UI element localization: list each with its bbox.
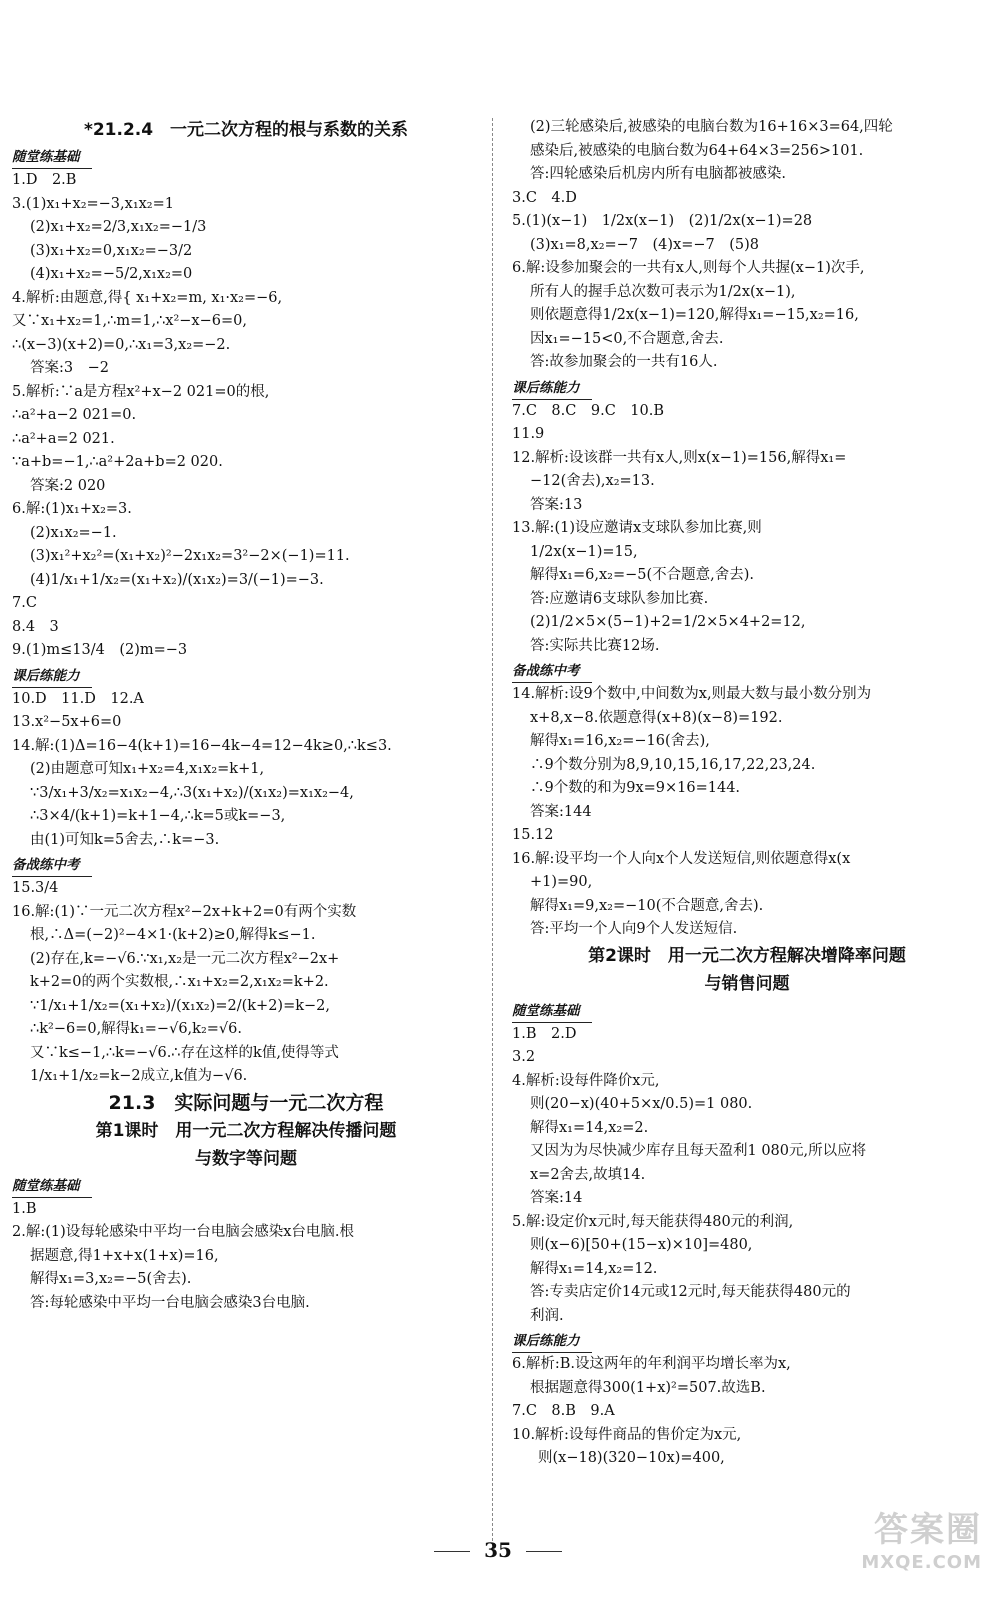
- left-column: [12, 116, 480, 1315]
- section-title: 与数字等问题: [195, 1148, 297, 1169]
- answer-line: 感染后,被感染的电脑台数为64+64×3=256>101.: [530, 142, 864, 159]
- answer-line: 2.解:(1)设每轮感染中平均一台电脑会感染x台电脑.根: [12, 1224, 355, 1240]
- section-header-wrap: [12, 1173, 480, 1198]
- answer-line: 5.(1)(x−1) 1/2x(x−1) (2)1/2x(x−1)=28: [512, 213, 813, 229]
- watermark-line2: MXQE.COM: [861, 1552, 982, 1573]
- answer-line: 1.B 2.D: [512, 1025, 577, 1042]
- answer-line: 根据题意得300(1+x)²=507.故选B.: [530, 1379, 766, 1396]
- answer-line: ∴9个数的和为9x=9×16=144.: [530, 780, 741, 796]
- answer-line: 由(1)可知k=5舍去,∴k=−3.: [30, 831, 220, 848]
- answer-line: (2)三轮感染后,被感染的电脑台数为16+16×3=64,四轮: [530, 119, 893, 135]
- page-number-dash-right: [526, 1551, 562, 1552]
- answer-line: 答案:2 020: [30, 477, 106, 494]
- answer-line: 答:每轮感染中平均一台电脑会感染3台电脑.: [30, 1294, 310, 1311]
- answer-line: (3)x₁+x₂=0,x₁x₂=−3/2: [30, 242, 193, 259]
- answer-line: 12.解析:设该群一共有x人,则x(x−1)=156,解得x₁=: [512, 449, 847, 466]
- answer-line: 据题意,得1+x+x(1+x)=16,: [30, 1247, 219, 1264]
- section-header-wrap: [512, 658, 982, 683]
- section-header: 课后练能力: [12, 665, 92, 688]
- answer-line: 答:专卖店定价14元或12元时,每天能获得480元的: [530, 1284, 851, 1300]
- answer-line: 10.解析:设每件商品的售价定为x元,: [512, 1426, 742, 1443]
- answer-line: 10.D 11.D 12.A: [12, 690, 144, 707]
- answer-line: 则(x−18)(320−10x)=400,: [538, 1450, 725, 1466]
- answer-line: 15.12: [512, 827, 554, 843]
- answer-line: 4.解析:由题意,得{ x₁+x₂=m, x₁·x₂=−6,: [12, 289, 283, 306]
- answer-line: 答案:13: [530, 496, 583, 513]
- section-header: 课后练能力: [512, 1330, 592, 1353]
- answer-line: 答案:3 −2: [30, 360, 109, 376]
- answer-line: 7.C 8.C 9.C 10.B: [512, 402, 665, 419]
- answer-line: 1/2x(x−1)=15,: [530, 543, 638, 560]
- answer-line: (2)x₁+x₂=2/3,x₁x₂=−1/3: [30, 219, 207, 235]
- answer-line: 5.解析:∵a是方程x²+x−2 021=0的根,: [12, 383, 270, 400]
- page-number-dash-left: [434, 1551, 470, 1552]
- column-divider: [492, 118, 493, 1546]
- section-header: 随堂练基础: [12, 1175, 92, 1198]
- section-header-wrap: [12, 852, 480, 877]
- section-title: *21.2.4 一元二次方程的根与系数的关系: [83, 120, 409, 140]
- answer-line: 16.解:设平均一个人向x个人发送短信,则依题意得x(x: [512, 850, 851, 867]
- answer-line: k+2=0的两个实数根,∴x₁+x₂=2,x₁x₂=k+2.: [30, 974, 329, 990]
- page-number-text: 35: [484, 1538, 512, 1562]
- section-title: 第1课时 用一元二次方程解决传播问题: [95, 1120, 397, 1141]
- section-header: 随堂练基础: [512, 1000, 592, 1023]
- section-title: 21.3 实际问题与一元二次方程: [108, 1091, 384, 1114]
- answer-line: 16.解:(1)∵一元二次方程x²−2x+k+2=0有两个实数: [12, 903, 357, 920]
- answer-line: 答:实际共比赛12场.: [530, 637, 660, 654]
- answer-line: 又∵x₁+x₂=1,∴m=1,∴x²−x−6=0,: [12, 313, 247, 329]
- answer-line: 答案:144: [530, 803, 592, 820]
- answer-line: 答:四轮感染后机房内所有电脑都被感染.: [530, 166, 786, 182]
- section-header-wrap: [12, 663, 480, 688]
- section-header: 备战练中考: [12, 854, 92, 877]
- section-header-wrap: [12, 144, 480, 169]
- answer-line: 13.x²−5x+6=0: [12, 714, 122, 730]
- answer-line: (3)x₁²+x₂²=(x₁+x₂)²−2x₁x₂=3²−2×(−1)=11.: [30, 548, 350, 564]
- answer-line: x=2舍去,故填14.: [530, 1166, 646, 1183]
- answer-line: 14.解:(1)Δ=16−4(k+1)=16−4k−4=12−4k≥0,∴k≤3.: [12, 737, 392, 754]
- answer-line: 14.解析:设9个数中,中间数为x,则最大数与最小数分别为: [512, 686, 872, 702]
- answer-line: 解得x₁=14,x₂=2.: [530, 1119, 649, 1136]
- watermark-line1: 答案圈: [874, 1510, 982, 1550]
- answer-line: 1.D 2.B: [12, 172, 77, 188]
- answer-line: ∴k²−6=0,解得k₁=−√6,k₂=√6.: [30, 1021, 242, 1037]
- answer-line: 8.4 3: [12, 618, 59, 635]
- answer-line: 7.C: [12, 595, 37, 611]
- answer-line: 所有人的握手总次数可表示为1/2x(x−1),: [530, 283, 796, 300]
- answer-line: +1)=90,: [530, 874, 593, 890]
- answer-line: 答:应邀请6支球队参加比赛.: [530, 590, 709, 607]
- answer-line: 解得x₁=6,x₂=−5(不合题意,舍去).: [530, 567, 755, 583]
- answer-line: 因x₁=−15<0,不合题意,舍去.: [530, 330, 724, 347]
- answer-line: 解得x₁=3,x₂=−5(舍去).: [30, 1271, 192, 1287]
- answer-line: x+8,x−8.依题意得(x+8)(x−8)=192.: [530, 709, 783, 726]
- answer-line: 则依题意得1/2x(x−1)=120,解得x₁=−15,x₂=16,: [530, 307, 859, 323]
- answer-line: 又∵k≤−1,∴k=−√6.∴存在这样的k值,使得等式: [30, 1044, 339, 1061]
- answer-line: 9.(1)m≤13/4 (2)m=−3: [12, 642, 188, 658]
- answer-line: ∴a²+a=2 021.: [12, 430, 115, 447]
- answer-line: 3.C 4.D: [512, 189, 577, 206]
- section-header: 课后练能力: [512, 377, 592, 400]
- answer-line: 1.B: [12, 1200, 37, 1217]
- section-header-wrap: [512, 1328, 982, 1353]
- answer-line: (2)由题意可知x₁+x₂=4,x₁x₂=k+1,: [30, 761, 265, 777]
- answer-line: ∴a²+a−2 021=0.: [12, 407, 137, 423]
- section-header-wrap: [512, 375, 982, 400]
- answer-line: 4.解析:设每件降价x元,: [512, 1072, 660, 1089]
- answer-line: −12(舍去),x₂=13.: [530, 473, 655, 489]
- answer-line: 解得x₁=14,x₂=12.: [530, 1260, 658, 1277]
- answer-line: (3)x₁=8,x₂=−7 (4)x=−7 (5)8: [530, 236, 760, 253]
- watermark-logo: [832, 1508, 982, 1588]
- answer-line: 答:平均一个人向9个人发送短信.: [530, 921, 738, 937]
- answer-line: 又因为为尽快减少库存且每天盈利1 080元,所以应将: [530, 1143, 867, 1159]
- answer-line: ∴9个数分别为8,9,10,15,16,17,22,23,24.: [530, 756, 816, 773]
- section-header: 随堂练基础: [12, 146, 92, 169]
- answer-line: 13.解:(1)设应邀请x支球队参加比赛,则: [512, 520, 762, 536]
- section-title: 第2课时 用一元二次方程解决增降率问题: [588, 945, 906, 966]
- answer-line: 利润.: [530, 1307, 564, 1324]
- answer-line: ∵1/x₁+1/x₂=(x₁+x₂)/(x₁x₂)=2/(k+2)=k−2,: [30, 997, 331, 1014]
- answer-line: 7.C 8.B 9.A: [512, 1403, 615, 1419]
- answer-line: 6.解:设参加聚会的一共有x人,则每个人共握(x−1)次手,: [512, 260, 865, 276]
- answer-line: 答:故参加聚会的一共有16人.: [530, 354, 718, 370]
- section-header: 备战练中考: [512, 660, 592, 683]
- answer-line: 3.(1)x₁+x₂=−3,x₁x₂=1: [12, 195, 174, 212]
- answer-line: (2)x₁x₂=−1.: [30, 524, 117, 541]
- answer-line: ∴3×4/(k+1)=k+1−4,∴k=5或k=−3,: [30, 808, 286, 824]
- answer-line: 11.9: [512, 426, 545, 442]
- answer-line: 解得x₁=16,x₂=−16(舍去),: [530, 733, 710, 749]
- answer-line: 则(x−6)[50+(15−x)×10]=480,: [530, 1237, 753, 1253]
- answer-line: ∵3/x₁+3/x₂=x₁x₂−4,∴3(x₁+x₂)/(x₁x₂)=x₁x₂−4,: [30, 784, 354, 801]
- answer-line: 解得x₁=9,x₂=−10(不合题意,舍去).: [530, 897, 764, 914]
- section-header-wrap: [512, 998, 982, 1023]
- answer-line: 答案:14: [530, 1190, 583, 1206]
- right-column: [512, 116, 982, 1471]
- section-title: 与销售问题: [704, 973, 790, 994]
- answer-line: (4)1/x₁+1/x₂=(x₁+x₂)/(x₁x₂)=3/(−1)=−3.: [30, 571, 324, 588]
- answer-line: ∴(x−3)(x+2)=0,∴x₁=3,x₂=−2.: [12, 336, 231, 353]
- answer-line: 6.解析:B.设这两年的年利润平均增长率为x,: [512, 1356, 791, 1372]
- answer-line: 3.2: [512, 1049, 536, 1065]
- answer-line: ∵a+b=−1,∴a²+2a+b=2 020.: [12, 454, 223, 470]
- answer-line: 根,∴Δ=(−2)²−4×1·(k+2)≥0,解得k≤−1.: [30, 927, 316, 943]
- answer-line: 15.3/4: [12, 880, 59, 896]
- answer-line: (2)存在,k=−√6.∵x₁,x₂是一元二次方程x²−2x+: [30, 950, 340, 967]
- answer-line: 则(20−x)(40+5×x/0.5)=1 080.: [530, 1096, 753, 1112]
- answer-line: (4)x₁+x₂=−5/2,x₁x₂=0: [30, 266, 193, 282]
- answer-line: 1/x₁+1/x₂=k−2成立,k值为−√6.: [30, 1068, 248, 1084]
- answer-line: 5.解:设定价x元时,每天能获得480元的利润,: [512, 1213, 794, 1230]
- answer-line: 6.解:(1)x₁+x₂=3.: [12, 501, 132, 517]
- answer-line: (2)1/2×5×(5−1)+2=1/2×5×4+2=12,: [530, 614, 806, 630]
